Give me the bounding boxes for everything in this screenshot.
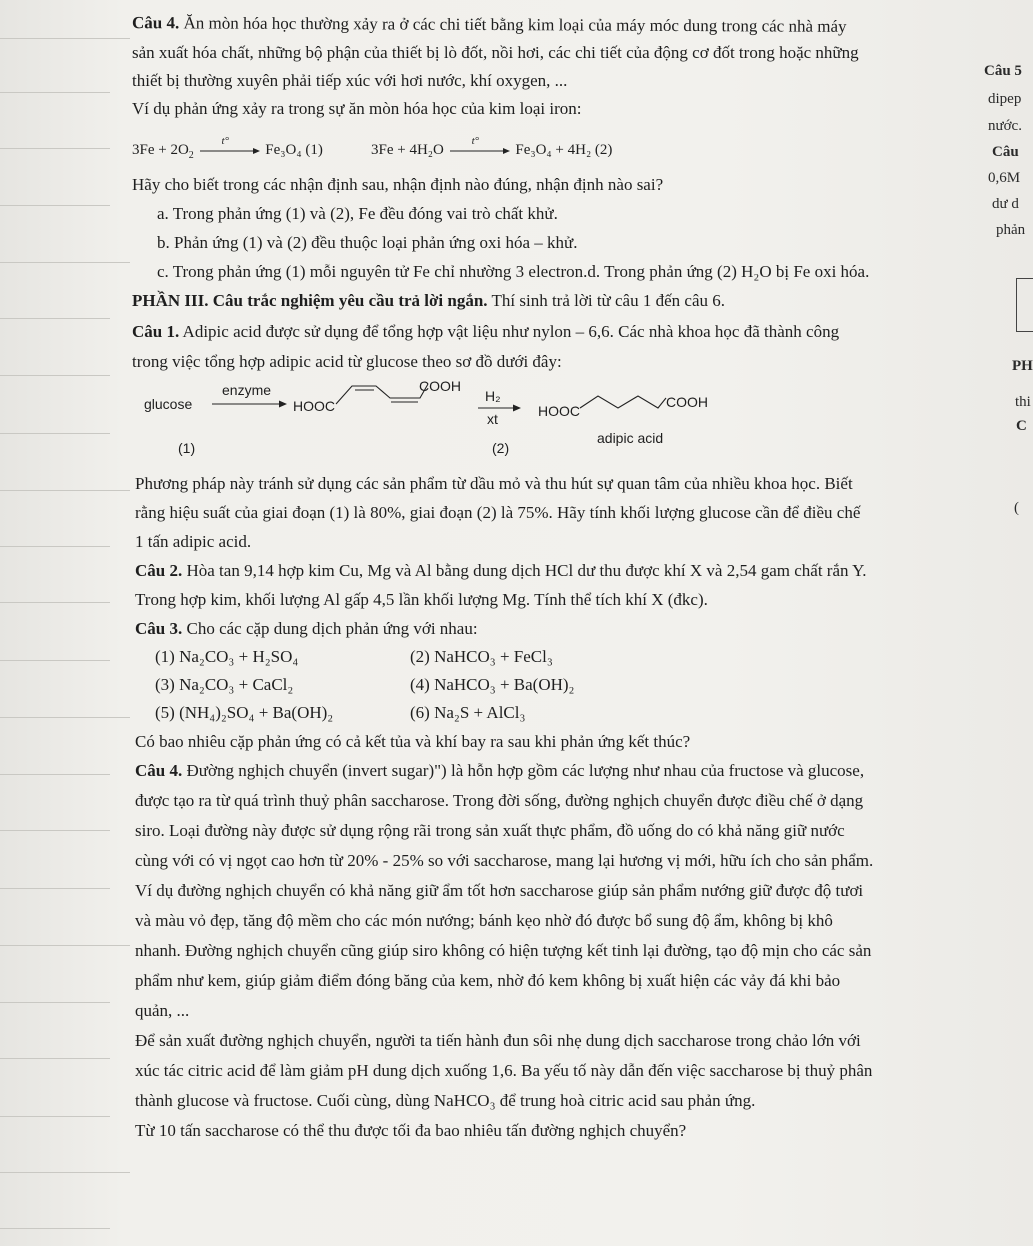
equation-1 bbox=[132, 134, 323, 166]
q4-line-5: và màu vỏ đẹp, tăng độ mềm cho các món nướng; bánh kẹo nhờ đó được bổ sung độ ẩm, không bị khô bbox=[135, 911, 833, 930]
q1-line5: 1 tấn adipic acid. bbox=[135, 532, 252, 551]
q2-line1 bbox=[135, 561, 866, 581]
q4-top-line4: Ví dụ phản ứng xảy ra trong sự ăn mòn hóa học của kim loại iron: bbox=[132, 99, 582, 118]
eq1-condition: t° bbox=[221, 134, 230, 147]
q4-top-line1 bbox=[132, 13, 847, 37]
q4-line-0 bbox=[135, 761, 864, 781]
eq1-sub: 2 bbox=[188, 150, 194, 161]
part3-heading bbox=[132, 291, 725, 311]
margin-bracket bbox=[1016, 278, 1033, 332]
scheme-step-1: (1) bbox=[178, 440, 196, 456]
q3-pair-1: (1) Na₂CO₃ + H₂SO₄ bbox=[155, 647, 299, 666]
q1-title: Câu 1. bbox=[132, 322, 180, 341]
q3-pair-6: (6) Na₂S + AlCl₃ bbox=[410, 703, 526, 722]
margin-fragment-7: phản bbox=[996, 222, 1026, 238]
q4-line-12: Từ 10 tấn saccharose có thể thu được tối đa bao nhiêu tấn đường nghịch chuyển? bbox=[135, 1121, 687, 1140]
margin-fragment-5: 0,6M bbox=[988, 170, 1021, 186]
q2-line1-text: Hòa tan 9,14 hợp kim Cu, Mg và Al bằng dung dịch HCl dư thu được khí X và 2,54 gam chất rắn Y. bbox=[186, 561, 867, 580]
scheme-cooh-2: COOH bbox=[666, 394, 708, 410]
scheme-enzyme: enzyme bbox=[222, 382, 272, 398]
q4-line-8: quản, ... bbox=[135, 1001, 190, 1020]
q4-line-7: phẩm như kem, giúp giảm điểm đóng băng của kem, nhờ đó kem không bị xuất hiện các vảy đá khi bảo bbox=[135, 971, 841, 990]
q1-line3: Phương pháp này tránh sử dụng các sản phẩm từ dầu mỏ và thu hút sự quan tâm của nhiều khoa học. Biết bbox=[135, 474, 853, 493]
q3-intro-text: Cho các cặp dung dịch phản ứng với nhau: bbox=[186, 619, 478, 638]
scheme-hooc-2: HOOC bbox=[538, 403, 580, 419]
part3-title: PHẦN III. Câu trắc nghiệm yêu cầu trả lời ngắn. bbox=[132, 291, 488, 310]
q4-line-6: nhanh. Đường nghịch chuyển cũng giúp siro không có hiện tượng kết tinh lại đường, tạo độ mịn cho các sản bbox=[135, 941, 872, 960]
q3-pair-3: (3) Na₂CO₃ + CaCl₂ bbox=[155, 675, 294, 694]
q4-line-9: Để sản xuất đường nghịch chuyển, người ta tiến hành đun sôi nhẹ dung dịch saccharose trong chảo lớn với bbox=[135, 1031, 861, 1050]
q3-question: Có bao nhiêu cặp phản ứng có cả kết tủa và khí bay ra sau khi phản ứng kết thúc? bbox=[135, 732, 691, 751]
scheme-glucose: glucose bbox=[144, 396, 193, 412]
eq2-right: Fe₃O₄ + 4H₂ (2) bbox=[515, 142, 613, 158]
q4-line-1: được tạo ra từ quá trình thuỷ phân saccharose. Trong đời sống, đường nghịch chuyển được điều chế ở dạng bbox=[135, 791, 864, 810]
margin-fragment-2: dipep bbox=[988, 91, 1022, 107]
q3-title: Câu 3. bbox=[135, 619, 183, 638]
eq2-left: 3Fe + 4H₂O bbox=[371, 142, 444, 158]
scheme-hooc-1: HOOC bbox=[293, 398, 335, 414]
q3-pair-2: (2) NaHCO₃ + FeCl₃ bbox=[410, 647, 553, 666]
equation-2 bbox=[371, 134, 613, 160]
eq2-arrow bbox=[448, 134, 512, 158]
q4-top-option-a: a. Trong phản ứng (1) và (2), Fe đều đóng vai trò chất khử. bbox=[157, 204, 558, 223]
q4-line-4: Ví dụ đường nghịch chuyển có khả năng giữ ẩm tốt hơn saccharose giúp sản phẩm nướng giữ được độ tươi bbox=[135, 881, 864, 900]
q4-top-option-b: b. Phản ứng (1) và (2) đều thuộc loại phản ứng oxi hóa – khử. bbox=[157, 233, 578, 252]
eq2-condition: t° bbox=[471, 134, 480, 147]
q4-line-2: siro. Loại đường này được sử dụng rộng rãi trong sản xuất thực phẩm, đồ uống do có khả năng giữ nước bbox=[135, 821, 845, 840]
q1-line1-text: Adipic acid được sử dụng để tổng hợp vật liệu như nylon – 6,6. Các nhà khoa học đã thành công bbox=[182, 322, 840, 341]
part3-note: Thí sinh trả lời từ câu 1 đến câu 6. bbox=[491, 291, 725, 310]
q3-pair-4: (4) NaHCO₃ + Ba(OH)₂ bbox=[410, 675, 575, 694]
scheme-adipic-skeleton bbox=[578, 390, 668, 414]
eq1-right: Fe₃O₄ (1) bbox=[265, 142, 323, 158]
q2-title: Câu 2. bbox=[135, 561, 183, 580]
q4-line-11: thành glucose và fructose. Cuối cùng, dùng NaHCO₃ để trung hoà citric acid sau phản ứng. bbox=[135, 1091, 756, 1110]
q1-line1 bbox=[132, 322, 839, 342]
eq1-left: 3Fe + 2O bbox=[132, 142, 189, 158]
margin-fragment-10: C bbox=[1016, 418, 1027, 434]
margin-fragment-4: Câu bbox=[992, 144, 1019, 160]
q2-line2: Trong hợp kim, khối lượng Al gấp 4,5 lần khối lượng Mg. Tính thể tích khí X (đkc). bbox=[135, 590, 708, 609]
scheme-muconic-skeleton bbox=[334, 378, 430, 418]
q4-top-title: Câu 4. bbox=[131, 13, 180, 33]
q4-top-line1-text: Ăn mòn hóa học thường xảy ra ở các chi tiết bằng kim loại của máy móc dung trong các nhà máy bbox=[183, 13, 847, 36]
margin-fragment-11: ( bbox=[1014, 500, 1019, 516]
eq1-arrow bbox=[198, 134, 262, 158]
q4-line-3: cùng với có vị ngọt cao hơn từ 20% - 25% so với saccharose, mang lại hương vị mới, hữu ích cho sản phẩm. bbox=[135, 851, 874, 870]
q4-top-option-c: c. Trong phản ứng (1) mỗi nguyên tử Fe chỉ nhường 3 electron.d. Trong phản ứng (2) H₂O bị Fe oxi hóa. bbox=[157, 262, 870, 281]
scheme-arrow-1 bbox=[212, 398, 288, 410]
margin-fragment-6: dư d bbox=[992, 196, 1019, 212]
scheme-cooh-1: COOH bbox=[419, 378, 461, 394]
margin-fragment-3: nước. bbox=[988, 118, 1022, 134]
margin-fragment-9: thi bbox=[1015, 394, 1031, 410]
scheme-h2: H₂ bbox=[485, 388, 501, 404]
scheme-product: adipic acid bbox=[597, 430, 664, 446]
q1-line4: rằng hiệu suất của giai đoạn (1) là 80%, giai đoạn (2) là 75%. Hãy tính khối lượng glucose cần để điều chế bbox=[135, 503, 861, 522]
q3-pair-5: (5) (NH₄)₂SO₄ + Ba(OH)₂ bbox=[155, 703, 334, 722]
q4-line-0-text: Đường nghịch chuyển (invert sugar)") là hỗn hợp gồm các lượng như nhau của fructose và glucose, bbox=[186, 761, 865, 780]
scheme-xt: xt bbox=[487, 411, 498, 427]
q1-line2: trong việc tổng hợp adipic acid từ glucose theo sơ đồ dưới đây: bbox=[132, 352, 562, 371]
scheme-arrow-2 bbox=[478, 402, 522, 414]
q4-top-line2: sản xuất hóa chất, những bộ phận của thiết bị lò đốt, nồi hơi, các chi tiết của động cơ đốt trong hoặc những bbox=[132, 43, 859, 62]
q4-title: Câu 4. bbox=[135, 761, 183, 780]
q4-line-10: xúc tác citric acid để làm giảm pH dung dịch xuống 1,6. Ba yếu tố này dẫn đến việc saccharose bị thuỷ phân bbox=[135, 1061, 873, 1080]
margin-fragment-1: Câu 5 bbox=[984, 63, 1022, 79]
q4-top-prompt: Hãy cho biết trong các nhận định sau, nhận định nào đúng, nhận định nào sai? bbox=[132, 175, 664, 194]
q4-top-line3: thiết bị thường xuyên phải tiếp xúc với hơi nước, khí oxygen, ... bbox=[132, 71, 568, 90]
scheme-step-2: (2) bbox=[492, 440, 510, 456]
q3-intro bbox=[135, 619, 478, 639]
margin-fragment-8: PH bbox=[1012, 358, 1033, 374]
